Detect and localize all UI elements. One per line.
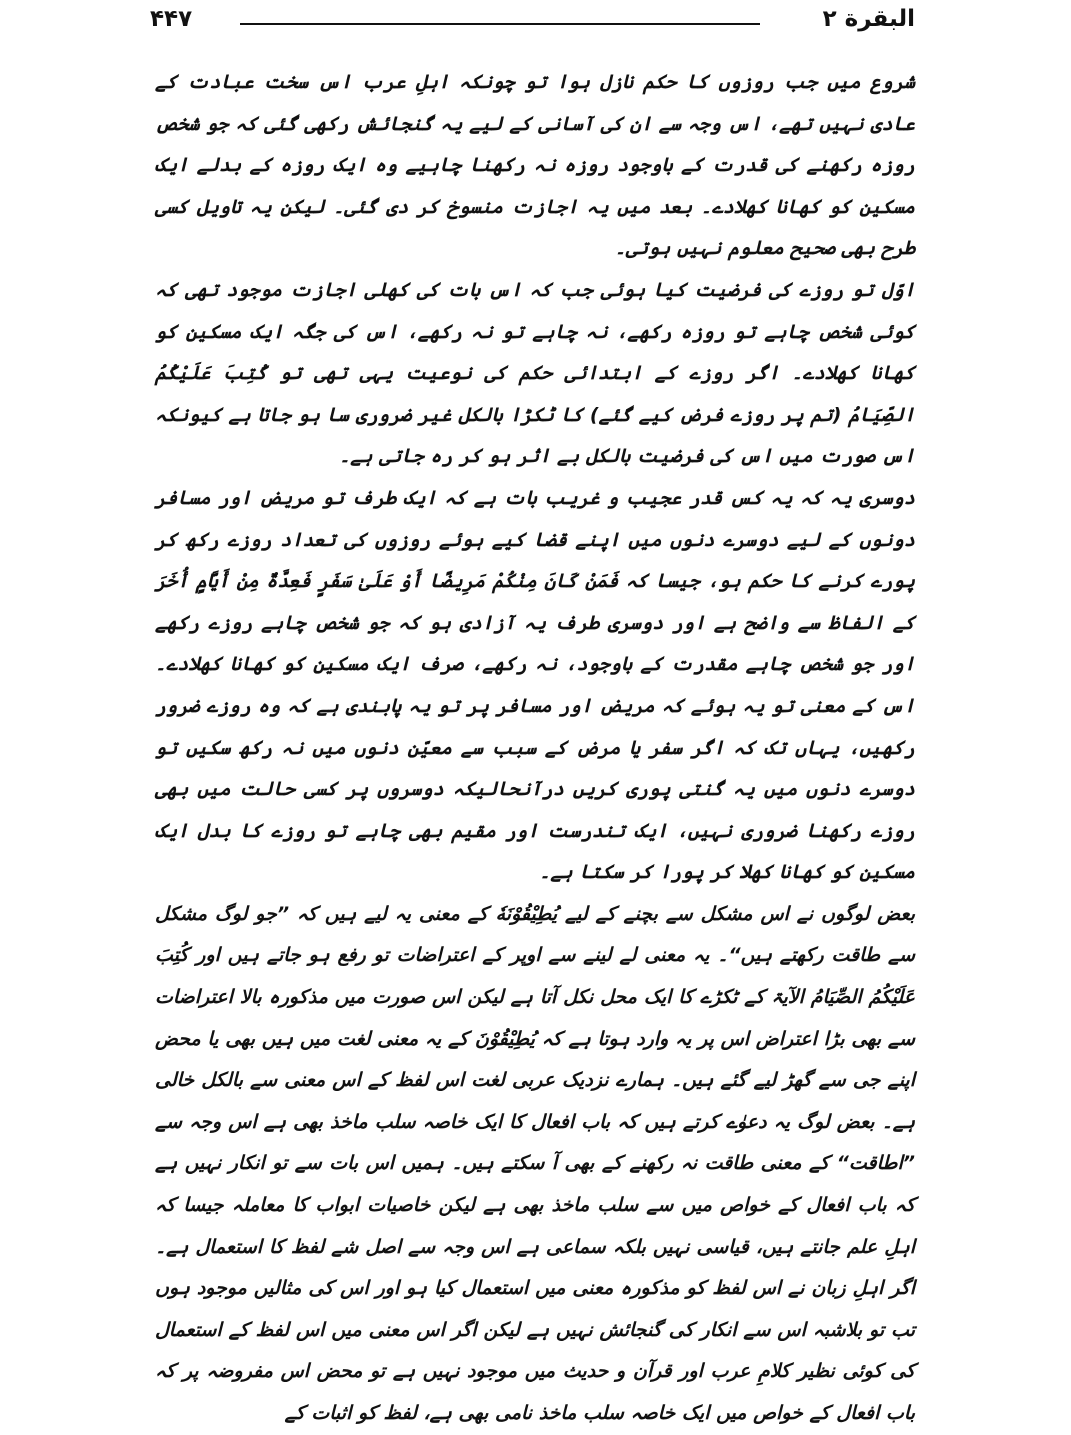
paragraph-2: اوّل تو روزے کی فرضیت کیا ہوئی جب کہ اس بات کی کھلی اجازت موجود تھی کہ کوئی شخص چاہے تو روزہ رکھے، نہ چاہے تو نہ رکھے، اس کی جگہ ایک مسکین کو کھانا کھلادے۔ اگر روزے کے ابتدائی حکم کی نوعیت یہی تھی تو کُتِبَ عَلَیْکُمُ الصِّیَامُ (تم پر روزے فرض کیے گئے) کا ٹکڑا بالکل غیر ضروری سا ہو جاتا ہے کیونکہ اس صورت میں اس کی فرضیت بالکل بے اثر ہو کر رہ جاتی ہے۔	[155, 278, 915, 468]
commentary-text	[155, 62, 915, 1435]
page-number: ۴۴۷	[150, 6, 193, 32]
header-divider	[240, 23, 760, 25]
paragraph-1: شروع میں جب روزوں کا حکم نازل ہوا تو چونکہ اہلِ عرب اس سخت عبادت کے عادی نہیں تھے، اس وجہ سے ان کی آسانی کے لیے یہ گنجائش رکھی گئی کہ جو شخص روزہ رکھنے کی قدرت کے باوجود روزہ نہ رکھنا چاہیے وہ ایک روزہ کے بدلے ایک مسکین کو کھانا کھلادے۔ بعد میں یہ اجازت منسوخ کر دی گئی۔ لیکن یہ تاویل کسی طرح بھی صحیح معلوم نہیں ہوتی۔	[155, 71, 915, 260]
page-header	[150, 4, 915, 44]
paragraph-4: بعض لوگوں نے اس مشکل سے بچنے کے لیے یُطِیْقُوْنَهٗ کے معنی یہ لیے ہیں کہ ”جو لوگ مشکل سے طاقت رکھتے ہیں“۔ یہ معنی لے لینے سے اوپر کے اعتراضات تو رفع ہو جاتے ہیں اور کُتِبَ عَلَیْکُمُ الصِّیَامُ الآیۃ کے ٹکڑے کا ایک محل نکل آتا ہے لیکن اس صورت میں مذکورہ بالا اعتراضات سے بھی بڑا اعتراض اس پر یہ وارد ہوتا ہے کہ یُطِیْقُوْنَ کے یہ معنی لغت میں ہیں بھی یا محض اپنے جی سے گھڑ لیے گئے ہیں۔ ہمارے نزدیک عربی لغت اس لفظ کے اس معنی سے بالکل خالی ہے۔ بعض لوگ یہ دعوٰے کرتے ہیں کہ باب افعال کا ایک خاصہ سلب ماخذ بھی ہے اس وجہ سے ”اطاقت“ کے معنی طاقت نہ رکھنے کے بھی آ سکتے ہیں۔ ہمیں اس بات سے تو انکار نہیں ہے کہ باب افعال کے خواص میں سے سلب ماخذ بھی ہے لیکن خاصیات ابواب کا معاملہ جیسا کہ اہلِ علم جانتے ہیں، قیاسی نہیں بلکہ سماعی ہے اس وجہ سے اصل شے لفظ کا استعمال ہے۔ اگر اہلِ زبان نے اس لفظ کو مذکورہ معنی میں استعمال کیا ہو اور اس کی مثالیں موجود ہوں تب تو بلاشبہ اس سے انکار کی گنجائش نہیں ہے لیکن اگر اس معنی میں اس لفظ کے استعمال کی کوئی نظیر کلامِ عرب اور قرآن و حدیث میں موجود نہیں ہے تو محض اس مفروضہ پر کہ باب افعال کے خواص میں ایک خاصہ سلب ماخذ نامی بھی ہے، لفظ کو اثبات کے	[155, 902, 915, 1424]
paragraph-3: دوسری یہ کہ یہ کس قدر عجیب و غریب بات ہے کہ ایک طرف تو مریض اور مسافر دونوں کے لیے دوسرے دنوں میں اپنے قضا کیے ہوئے روزوں کی تعداد روزے رکھ کر پورے کرنے کا حکم ہو، جیسا کہ فَمَنْ كَانَ مِنْكُمْ مَرِيضًا أَوْ عَلَىٰ سَفَرٍ فَعِدَّةٌ مِنْ أَيَّامٍ أُخَرَ کے الفاظ سے واضح ہے اور دوسری طرف یہ آزادی ہو کہ جو شخص چاہے روزے رکھے اور جو شخص چاہے مقدرت کے باوجود، نہ رکھے، صرف ایک مسکین کو کھانا کھلادے۔ اس کے معنی تو یہ ہوئے کہ مریض اور مسافر پر تو یہ پابندی ہے کہ وہ روزے ضرور رکھیں، یہاں تک کہ اگر سفر یا مرض کے سبب سے معیّن دنوں میں نہ رکھ سکیں تو دوسرے دنوں میں یہ گنتی پوری کریں درآنحالیکہ دوسروں پر کسی حالت میں بھی روزے رکھنا ضروری نہیں، ایک تندرست اور مقیم بھی چاہے تو روزے کا بدل ایک مسکین کو کھانا کھلا کر پورا کر سکتا ہے۔	[155, 486, 915, 884]
surah-title: البقرة ۲	[822, 6, 915, 32]
